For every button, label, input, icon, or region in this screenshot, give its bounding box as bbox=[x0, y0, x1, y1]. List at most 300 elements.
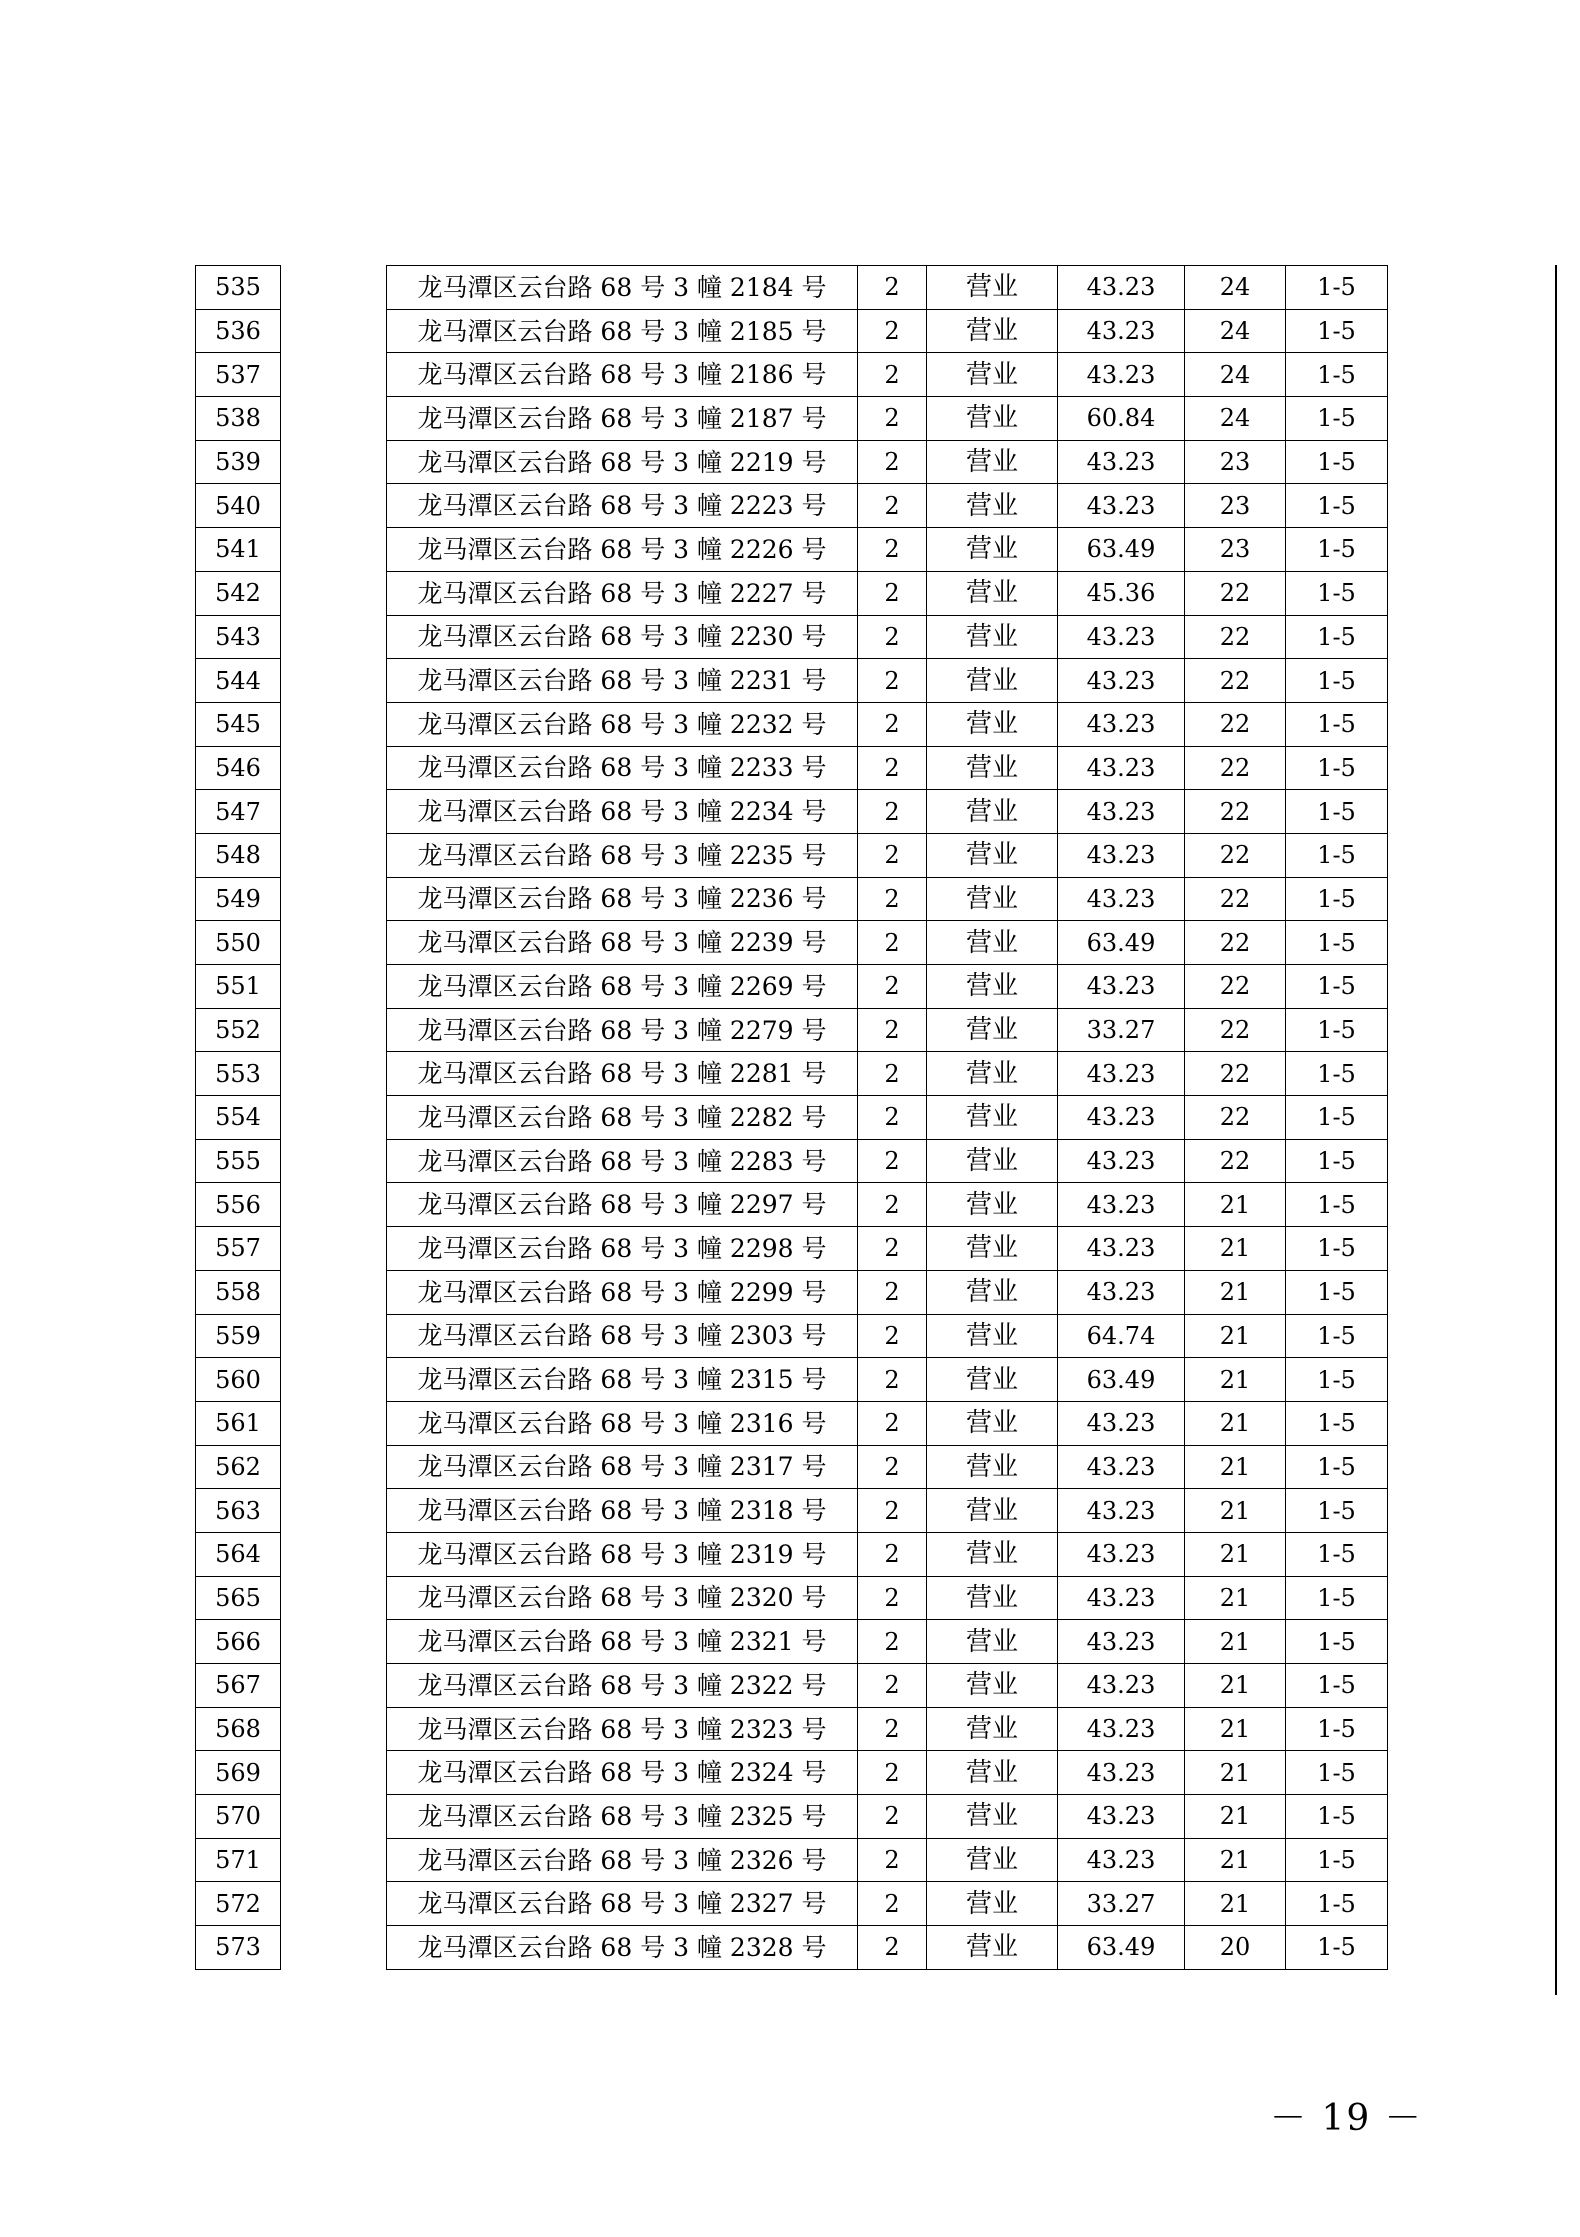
use-cell: 营业 bbox=[927, 1795, 1058, 1839]
count-cell: 2 bbox=[858, 1576, 927, 1620]
count-cell: 2 bbox=[858, 353, 927, 397]
row-number-cell: 540 bbox=[196, 484, 281, 528]
use-cell: 营业 bbox=[927, 1270, 1058, 1314]
years-cell: 21 bbox=[1185, 1751, 1286, 1795]
term-cell: 1-5 bbox=[1286, 1489, 1388, 1533]
blank-column-cell bbox=[281, 1926, 387, 1970]
count-cell: 2 bbox=[858, 1358, 927, 1402]
count-cell: 2 bbox=[858, 833, 927, 877]
blank-column-cell bbox=[281, 1576, 387, 1620]
row-number-cell: 543 bbox=[196, 615, 281, 659]
row-number-cell: 554 bbox=[196, 1096, 281, 1140]
count-cell: 2 bbox=[858, 1532, 927, 1576]
row-number-cell: 551 bbox=[196, 965, 281, 1009]
area-cell: 43.23 bbox=[1058, 877, 1185, 921]
use-cell: 营业 bbox=[927, 833, 1058, 877]
address-cell: 龙马潭区云台路 68 号 3 幢 2230 号 bbox=[387, 615, 858, 659]
term-cell: 1-5 bbox=[1286, 833, 1388, 877]
years-cell: 22 bbox=[1185, 1008, 1286, 1052]
area-cell: 33.27 bbox=[1058, 1008, 1185, 1052]
use-cell: 营业 bbox=[927, 1532, 1058, 1576]
blank-column-cell bbox=[281, 1096, 387, 1140]
term-cell: 1-5 bbox=[1286, 571, 1388, 615]
address-cell: 龙马潭区云台路 68 号 3 幢 2316 号 bbox=[387, 1401, 858, 1445]
row-number-cell: 547 bbox=[196, 790, 281, 834]
address-cell: 龙马潭区云台路 68 号 3 幢 2319 号 bbox=[387, 1532, 858, 1576]
use-cell: 营业 bbox=[927, 1620, 1058, 1664]
table-row bbox=[196, 1532, 1388, 1576]
term-cell: 1-5 bbox=[1286, 528, 1388, 572]
use-cell: 营业 bbox=[927, 1052, 1058, 1096]
table-row bbox=[196, 266, 1388, 310]
years-cell: 24 bbox=[1185, 266, 1286, 310]
count-cell: 2 bbox=[858, 1314, 927, 1358]
term-cell: 1-5 bbox=[1286, 702, 1388, 746]
years-cell: 21 bbox=[1185, 1270, 1286, 1314]
term-cell: 1-5 bbox=[1286, 1838, 1388, 1882]
address-cell: 龙马潭区云台路 68 号 3 幢 2325 号 bbox=[387, 1795, 858, 1839]
count-cell: 2 bbox=[858, 397, 927, 441]
count-cell: 2 bbox=[858, 1838, 927, 1882]
table-row bbox=[196, 702, 1388, 746]
area-cell: 43.23 bbox=[1058, 790, 1185, 834]
address-cell: 龙马潭区云台路 68 号 3 幢 2239 号 bbox=[387, 921, 858, 965]
address-cell: 龙马潭区云台路 68 号 3 幢 2233 号 bbox=[387, 746, 858, 790]
row-number-cell: 542 bbox=[196, 571, 281, 615]
blank-column-cell bbox=[281, 1795, 387, 1839]
address-cell: 龙马潭区云台路 68 号 3 幢 2184 号 bbox=[387, 266, 858, 310]
years-cell: 21 bbox=[1185, 1795, 1286, 1839]
count-cell: 2 bbox=[858, 528, 927, 572]
blank-column-cell bbox=[281, 1664, 387, 1708]
term-cell: 1-5 bbox=[1286, 1620, 1388, 1664]
years-cell: 21 bbox=[1185, 1227, 1286, 1271]
blank-column-cell bbox=[281, 877, 387, 921]
use-cell: 营业 bbox=[927, 1489, 1058, 1533]
row-number-cell: 560 bbox=[196, 1358, 281, 1402]
use-cell: 营业 bbox=[927, 309, 1058, 353]
table-row bbox=[196, 528, 1388, 572]
blank-column-cell bbox=[281, 1139, 387, 1183]
term-cell: 1-5 bbox=[1286, 1096, 1388, 1140]
term-cell: 1-5 bbox=[1286, 1314, 1388, 1358]
years-cell: 22 bbox=[1185, 1139, 1286, 1183]
years-cell: 24 bbox=[1185, 397, 1286, 441]
table-row bbox=[196, 1227, 1388, 1271]
blank-column-cell bbox=[281, 1401, 387, 1445]
area-cell: 63.49 bbox=[1058, 1358, 1185, 1402]
term-cell: 1-5 bbox=[1286, 353, 1388, 397]
years-cell: 21 bbox=[1185, 1358, 1286, 1402]
address-cell: 龙马潭区云台路 68 号 3 幢 2234 号 bbox=[387, 790, 858, 834]
area-cell: 43.23 bbox=[1058, 1838, 1185, 1882]
table-row bbox=[196, 1838, 1388, 1882]
table-row bbox=[196, 1270, 1388, 1314]
use-cell: 营业 bbox=[927, 266, 1058, 310]
blank-column-cell bbox=[281, 309, 387, 353]
area-cell: 43.23 bbox=[1058, 1139, 1185, 1183]
table-row bbox=[196, 1183, 1388, 1227]
right-margin-rule bbox=[1555, 265, 1557, 1995]
table-row bbox=[196, 1795, 1388, 1839]
term-cell: 1-5 bbox=[1286, 1270, 1388, 1314]
count-cell: 2 bbox=[858, 309, 927, 353]
area-cell: 43.23 bbox=[1058, 746, 1185, 790]
table-row bbox=[196, 1445, 1388, 1489]
page-number: － 19 － bbox=[1270, 2098, 1423, 2139]
term-cell: 1-5 bbox=[1286, 1532, 1388, 1576]
blank-column-cell bbox=[281, 833, 387, 877]
area-cell: 43.23 bbox=[1058, 484, 1185, 528]
blank-column-cell bbox=[281, 1838, 387, 1882]
term-cell: 1-5 bbox=[1286, 1227, 1388, 1271]
blank-column-cell bbox=[281, 353, 387, 397]
area-cell: 43.23 bbox=[1058, 659, 1185, 703]
term-cell: 1-5 bbox=[1286, 1795, 1388, 1839]
row-number-cell: 548 bbox=[196, 833, 281, 877]
table-row bbox=[196, 615, 1388, 659]
address-cell: 龙马潭区云台路 68 号 3 幢 2279 号 bbox=[387, 1008, 858, 1052]
table-row bbox=[196, 1576, 1388, 1620]
count-cell: 2 bbox=[858, 1227, 927, 1271]
use-cell: 营业 bbox=[927, 1008, 1058, 1052]
row-number-cell: 553 bbox=[196, 1052, 281, 1096]
row-number-cell: 573 bbox=[196, 1926, 281, 1970]
row-number-cell: 561 bbox=[196, 1401, 281, 1445]
row-number-cell: 546 bbox=[196, 746, 281, 790]
use-cell: 营业 bbox=[927, 1576, 1058, 1620]
area-cell: 60.84 bbox=[1058, 397, 1185, 441]
count-cell: 2 bbox=[858, 615, 927, 659]
term-cell: 1-5 bbox=[1286, 1052, 1388, 1096]
use-cell: 营业 bbox=[927, 746, 1058, 790]
table-row bbox=[196, 1314, 1388, 1358]
area-cell: 43.23 bbox=[1058, 702, 1185, 746]
row-number-cell: 541 bbox=[196, 528, 281, 572]
address-cell: 龙马潭区云台路 68 号 3 幢 2320 号 bbox=[387, 1576, 858, 1620]
blank-column-cell bbox=[281, 921, 387, 965]
table-row bbox=[196, 484, 1388, 528]
years-cell: 21 bbox=[1185, 1882, 1286, 1926]
count-cell: 2 bbox=[858, 1620, 927, 1664]
count-cell: 2 bbox=[858, 1096, 927, 1140]
use-cell: 营业 bbox=[927, 1401, 1058, 1445]
blank-column-cell bbox=[281, 1314, 387, 1358]
blank-column-cell bbox=[281, 397, 387, 441]
blank-column-cell bbox=[281, 440, 387, 484]
blank-column-cell bbox=[281, 1183, 387, 1227]
row-number-cell: 567 bbox=[196, 1664, 281, 1708]
blank-column-cell bbox=[281, 266, 387, 310]
term-cell: 1-5 bbox=[1286, 1926, 1388, 1970]
address-cell: 龙马潭区云台路 68 号 3 幢 2322 号 bbox=[387, 1664, 858, 1708]
term-cell: 1-5 bbox=[1286, 790, 1388, 834]
table-row bbox=[196, 1489, 1388, 1533]
blank-column-cell bbox=[281, 1620, 387, 1664]
area-cell: 43.23 bbox=[1058, 440, 1185, 484]
use-cell: 营业 bbox=[927, 1358, 1058, 1402]
address-cell: 龙马潭区云台路 68 号 3 幢 2219 号 bbox=[387, 440, 858, 484]
use-cell: 营业 bbox=[927, 1664, 1058, 1708]
term-cell: 1-5 bbox=[1286, 484, 1388, 528]
term-cell: 1-5 bbox=[1286, 309, 1388, 353]
row-number-cell: 556 bbox=[196, 1183, 281, 1227]
use-cell: 营业 bbox=[927, 1314, 1058, 1358]
blank-column-cell bbox=[281, 1052, 387, 1096]
area-cell: 43.23 bbox=[1058, 1576, 1185, 1620]
years-cell: 22 bbox=[1185, 965, 1286, 1009]
address-cell: 龙马潭区云台路 68 号 3 幢 2323 号 bbox=[387, 1707, 858, 1751]
years-cell: 22 bbox=[1185, 615, 1286, 659]
address-cell: 龙马潭区云台路 68 号 3 幢 2298 号 bbox=[387, 1227, 858, 1271]
years-cell: 22 bbox=[1185, 659, 1286, 703]
count-cell: 2 bbox=[858, 790, 927, 834]
count-cell: 2 bbox=[858, 1926, 927, 1970]
count-cell: 2 bbox=[858, 1183, 927, 1227]
count-cell: 2 bbox=[858, 746, 927, 790]
years-cell: 22 bbox=[1185, 702, 1286, 746]
address-cell: 龙马潭区云台路 68 号 3 幢 2321 号 bbox=[387, 1620, 858, 1664]
use-cell: 营业 bbox=[927, 484, 1058, 528]
table-row bbox=[196, 309, 1388, 353]
years-cell: 22 bbox=[1185, 921, 1286, 965]
row-number-cell: 572 bbox=[196, 1882, 281, 1926]
term-cell: 1-5 bbox=[1286, 1445, 1388, 1489]
table-row bbox=[196, 1401, 1388, 1445]
row-number-cell: 557 bbox=[196, 1227, 281, 1271]
count-cell: 2 bbox=[858, 1008, 927, 1052]
years-cell: 21 bbox=[1185, 1576, 1286, 1620]
years-cell: 22 bbox=[1185, 877, 1286, 921]
blank-column-cell bbox=[281, 1358, 387, 1402]
row-number-cell: 566 bbox=[196, 1620, 281, 1664]
use-cell: 营业 bbox=[927, 1882, 1058, 1926]
years-cell: 21 bbox=[1185, 1532, 1286, 1576]
use-cell: 营业 bbox=[927, 1751, 1058, 1795]
row-number-cell: 550 bbox=[196, 921, 281, 965]
blank-column-cell bbox=[281, 1489, 387, 1533]
count-cell: 2 bbox=[858, 1052, 927, 1096]
address-cell: 龙马潭区云台路 68 号 3 幢 2227 号 bbox=[387, 571, 858, 615]
row-number-cell: 535 bbox=[196, 266, 281, 310]
area-cell: 43.23 bbox=[1058, 1489, 1185, 1533]
count-cell: 2 bbox=[858, 484, 927, 528]
use-cell: 营业 bbox=[927, 1838, 1058, 1882]
term-cell: 1-5 bbox=[1286, 1576, 1388, 1620]
term-cell: 1-5 bbox=[1286, 1401, 1388, 1445]
use-cell: 营业 bbox=[927, 659, 1058, 703]
address-cell: 龙马潭区云台路 68 号 3 幢 2303 号 bbox=[387, 1314, 858, 1358]
row-number-cell: 568 bbox=[196, 1707, 281, 1751]
term-cell: 1-5 bbox=[1286, 1358, 1388, 1402]
blank-column-cell bbox=[281, 1270, 387, 1314]
term-cell: 1-5 bbox=[1286, 1008, 1388, 1052]
use-cell: 营业 bbox=[927, 528, 1058, 572]
table-row bbox=[196, 1664, 1388, 1708]
count-cell: 2 bbox=[858, 965, 927, 1009]
row-number-cell: 558 bbox=[196, 1270, 281, 1314]
address-cell: 龙马潭区云台路 68 号 3 幢 2315 号 bbox=[387, 1358, 858, 1402]
blank-column-cell bbox=[281, 484, 387, 528]
count-cell: 2 bbox=[858, 877, 927, 921]
years-cell: 23 bbox=[1185, 528, 1286, 572]
property-table bbox=[195, 265, 1388, 1970]
address-cell: 龙马潭区云台路 68 号 3 幢 2327 号 bbox=[387, 1882, 858, 1926]
blank-column-cell bbox=[281, 571, 387, 615]
row-number-cell: 538 bbox=[196, 397, 281, 441]
area-cell: 43.23 bbox=[1058, 615, 1185, 659]
table-row bbox=[196, 1882, 1388, 1926]
count-cell: 2 bbox=[858, 1882, 927, 1926]
address-cell: 龙马潭区云台路 68 号 3 幢 2283 号 bbox=[387, 1139, 858, 1183]
years-cell: 23 bbox=[1185, 440, 1286, 484]
area-cell: 45.36 bbox=[1058, 571, 1185, 615]
term-cell: 1-5 bbox=[1286, 1183, 1388, 1227]
count-cell: 2 bbox=[858, 571, 927, 615]
blank-column-cell bbox=[281, 1532, 387, 1576]
table-row bbox=[196, 1751, 1388, 1795]
row-number-cell: 552 bbox=[196, 1008, 281, 1052]
table-row bbox=[196, 1707, 1388, 1751]
address-cell: 龙马潭区云台路 68 号 3 幢 2236 号 bbox=[387, 877, 858, 921]
years-cell: 20 bbox=[1185, 1926, 1286, 1970]
address-cell: 龙马潭区云台路 68 号 3 幢 2185 号 bbox=[387, 309, 858, 353]
years-cell: 21 bbox=[1185, 1707, 1286, 1751]
address-cell: 龙马潭区云台路 68 号 3 幢 2282 号 bbox=[387, 1096, 858, 1140]
count-cell: 2 bbox=[858, 1445, 927, 1489]
row-number-cell: 555 bbox=[196, 1139, 281, 1183]
address-cell: 龙马潭区云台路 68 号 3 幢 2297 号 bbox=[387, 1183, 858, 1227]
blank-column-cell bbox=[281, 528, 387, 572]
row-number-cell: 537 bbox=[196, 353, 281, 397]
address-cell: 龙马潭区云台路 68 号 3 幢 2235 号 bbox=[387, 833, 858, 877]
address-cell: 龙马潭区云台路 68 号 3 幢 2269 号 bbox=[387, 965, 858, 1009]
years-cell: 22 bbox=[1185, 833, 1286, 877]
row-number-cell: 563 bbox=[196, 1489, 281, 1533]
address-cell: 龙马潭区云台路 68 号 3 幢 2328 号 bbox=[387, 1926, 858, 1970]
table-row bbox=[196, 1139, 1388, 1183]
row-number-cell: 544 bbox=[196, 659, 281, 703]
term-cell: 1-5 bbox=[1286, 921, 1388, 965]
blank-column-cell bbox=[281, 1227, 387, 1271]
area-cell: 43.23 bbox=[1058, 1227, 1185, 1271]
property-table-body bbox=[196, 266, 1388, 1970]
use-cell: 营业 bbox=[927, 877, 1058, 921]
row-number-cell: 562 bbox=[196, 1445, 281, 1489]
row-number-cell: 545 bbox=[196, 702, 281, 746]
years-cell: 21 bbox=[1185, 1620, 1286, 1664]
property-table-container bbox=[195, 265, 1388, 1970]
area-cell: 43.23 bbox=[1058, 1183, 1185, 1227]
term-cell: 1-5 bbox=[1286, 659, 1388, 703]
address-cell: 龙马潭区云台路 68 号 3 幢 2186 号 bbox=[387, 353, 858, 397]
term-cell: 1-5 bbox=[1286, 1139, 1388, 1183]
years-cell: 22 bbox=[1185, 1052, 1286, 1096]
blank-column-cell bbox=[281, 1445, 387, 1489]
table-row bbox=[196, 965, 1388, 1009]
blank-column-cell bbox=[281, 615, 387, 659]
address-cell: 龙马潭区云台路 68 号 3 幢 2187 号 bbox=[387, 397, 858, 441]
years-cell: 22 bbox=[1185, 1096, 1286, 1140]
address-cell: 龙马潭区云台路 68 号 3 幢 2324 号 bbox=[387, 1751, 858, 1795]
area-cell: 33.27 bbox=[1058, 1882, 1185, 1926]
blank-column-cell bbox=[281, 1882, 387, 1926]
term-cell: 1-5 bbox=[1286, 266, 1388, 310]
row-number-cell: 559 bbox=[196, 1314, 281, 1358]
address-cell: 龙马潭区云台路 68 号 3 幢 2231 号 bbox=[387, 659, 858, 703]
count-cell: 2 bbox=[858, 1401, 927, 1445]
count-cell: 2 bbox=[858, 1664, 927, 1708]
address-cell: 龙马潭区云台路 68 号 3 幢 2232 号 bbox=[387, 702, 858, 746]
term-cell: 1-5 bbox=[1286, 746, 1388, 790]
area-cell: 43.23 bbox=[1058, 1664, 1185, 1708]
use-cell: 营业 bbox=[927, 921, 1058, 965]
area-cell: 43.23 bbox=[1058, 1795, 1185, 1839]
table-row bbox=[196, 877, 1388, 921]
table-row bbox=[196, 1620, 1388, 1664]
row-number-cell: 569 bbox=[196, 1751, 281, 1795]
years-cell: 21 bbox=[1185, 1445, 1286, 1489]
term-cell: 1-5 bbox=[1286, 877, 1388, 921]
area-cell: 43.23 bbox=[1058, 1751, 1185, 1795]
use-cell: 营业 bbox=[927, 440, 1058, 484]
row-number-cell: 571 bbox=[196, 1838, 281, 1882]
area-cell: 43.23 bbox=[1058, 1052, 1185, 1096]
area-cell: 43.23 bbox=[1058, 1532, 1185, 1576]
address-cell: 龙马潭区云台路 68 号 3 幢 2281 号 bbox=[387, 1052, 858, 1096]
table-row bbox=[196, 790, 1388, 834]
row-number-cell: 536 bbox=[196, 309, 281, 353]
blank-column-cell bbox=[281, 1707, 387, 1751]
blank-column-cell bbox=[281, 1008, 387, 1052]
area-cell: 63.49 bbox=[1058, 1926, 1185, 1970]
area-cell: 63.49 bbox=[1058, 528, 1185, 572]
use-cell: 营业 bbox=[927, 1139, 1058, 1183]
blank-column-cell bbox=[281, 746, 387, 790]
term-cell: 1-5 bbox=[1286, 1707, 1388, 1751]
years-cell: 24 bbox=[1185, 353, 1286, 397]
row-number-cell: 539 bbox=[196, 440, 281, 484]
count-cell: 2 bbox=[858, 266, 927, 310]
count-cell: 2 bbox=[858, 440, 927, 484]
table-row bbox=[196, 397, 1388, 441]
area-cell: 43.23 bbox=[1058, 1096, 1185, 1140]
address-cell: 龙马潭区云台路 68 号 3 幢 2299 号 bbox=[387, 1270, 858, 1314]
table-row bbox=[196, 440, 1388, 484]
address-cell: 龙马潭区云台路 68 号 3 幢 2317 号 bbox=[387, 1445, 858, 1489]
area-cell: 43.23 bbox=[1058, 353, 1185, 397]
use-cell: 营业 bbox=[927, 397, 1058, 441]
count-cell: 2 bbox=[858, 1270, 927, 1314]
address-cell: 龙马潭区云台路 68 号 3 幢 2318 号 bbox=[387, 1489, 858, 1533]
years-cell: 22 bbox=[1185, 790, 1286, 834]
use-cell: 营业 bbox=[927, 702, 1058, 746]
term-cell: 1-5 bbox=[1286, 397, 1388, 441]
years-cell: 23 bbox=[1185, 484, 1286, 528]
row-number-cell: 549 bbox=[196, 877, 281, 921]
years-cell: 22 bbox=[1185, 571, 1286, 615]
table-row bbox=[196, 353, 1388, 397]
blank-column-cell bbox=[281, 659, 387, 703]
table-row bbox=[196, 1008, 1388, 1052]
term-cell: 1-5 bbox=[1286, 440, 1388, 484]
years-cell: 21 bbox=[1185, 1489, 1286, 1533]
table-row bbox=[196, 833, 1388, 877]
count-cell: 2 bbox=[858, 1795, 927, 1839]
row-number-cell: 564 bbox=[196, 1532, 281, 1576]
count-cell: 2 bbox=[858, 659, 927, 703]
area-cell: 43.23 bbox=[1058, 1620, 1185, 1664]
